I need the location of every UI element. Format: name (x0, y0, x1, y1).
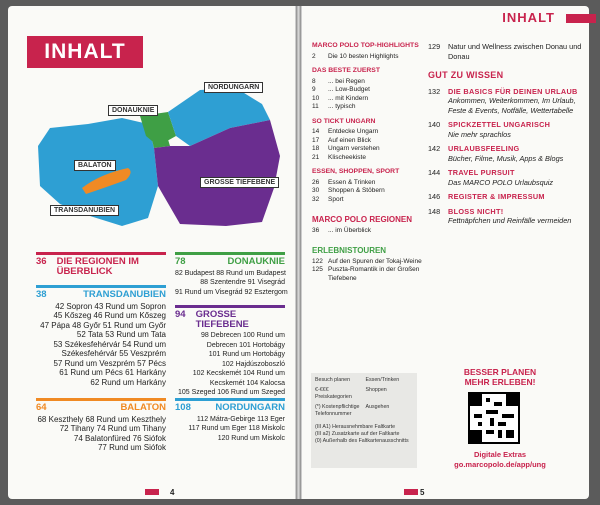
toc-entry-subtitle: Ankommen, Weiterkommen, Im Urlaub, Feste & Events, Notfälle, Wettertabelle (448, 96, 576, 115)
toc-entry-heading: REGISTER & IMPRESSUM (448, 192, 545, 201)
toc-row: 77 Rund um Siófok (97, 443, 166, 452)
toc-row: 61 Rund um Pécs 61 Harkány (59, 368, 166, 377)
toc-entry: Klischeekiste (328, 153, 366, 161)
toc-page-number: 144 (428, 168, 441, 177)
toc-group-title: DAS BESTE ZUERST (312, 67, 380, 74)
page-marker-right (404, 489, 418, 495)
toc-row: 105 Szeged 106 Rund um Szeged (177, 389, 285, 396)
toc-group-title: ESSEN, SHOPPEN, SPORT (312, 168, 400, 175)
toc-page-number: 8 (312, 77, 316, 85)
toc-page-number: 9 (312, 86, 316, 93)
toc-group-title: MARCO POLO REGIONEN (312, 215, 413, 224)
toc-entry: Sport (328, 195, 344, 203)
toc-page-number: 64 (36, 402, 47, 413)
promo-url-link[interactable]: go.marcopolo.de/app/ung (454, 459, 546, 469)
toc-page-number: 17 (312, 136, 320, 144)
toc-page-number: 14 (312, 128, 320, 135)
section-bar (175, 398, 285, 401)
toc-row: 112 Mátra-Gebirge 113 Eger (196, 415, 285, 423)
toc-right-column (428, 42, 586, 226)
toc-page-number: 108 (175, 402, 191, 413)
promo-line1: BESSER PLANEN (463, 367, 537, 377)
toc-page-number: 38 (36, 289, 47, 300)
toc-entry: Puszta-Romantik in der Großen Tiefebene (328, 266, 420, 282)
toc-page-number: 125 (312, 266, 323, 273)
gut-zu-wissen-title: GUT ZU WISSEN (428, 70, 504, 80)
toc-row: 53 Székesfehérvár 54 Rund um (53, 339, 166, 349)
toc-row: 98 Debrecen 100 Rund um (200, 332, 285, 339)
toc-entry: Ungarn verstehen (328, 145, 380, 152)
toc-group-title: MARCO POLO TOP-HIGHLIGHTS (312, 42, 419, 49)
digital-extras-label: Digitale Extras (473, 450, 527, 459)
toc-page-number: 21 (312, 153, 320, 161)
toc-page-number: 36 (312, 226, 320, 234)
toc-section-donauknie (175, 252, 288, 297)
toc-row: 68 Keszthely 68 Rund um Keszthely (37, 414, 166, 424)
section-bar (175, 252, 285, 255)
legend-item: Shoppen (365, 387, 387, 393)
legend-item: Ausgehen (365, 404, 390, 410)
toc-entry: Die 10 besten Highlights (328, 52, 399, 60)
toc-section-balaton (36, 398, 166, 453)
toc-page-number: 142 (428, 144, 441, 153)
legend-item: Besuch planen (315, 377, 351, 383)
toc-group-title: SO TICKT UNGARN (312, 117, 376, 125)
toc-group-title: ERLEBNISTOUREN (312, 246, 387, 255)
toc-entry: ... bei Regen (328, 77, 365, 85)
toc-page-number: 11 (312, 103, 319, 110)
legend-item: €-€€€ Preiskategorien (315, 387, 352, 400)
section-bar (36, 398, 166, 401)
toc-entry: ... Low-Budget (328, 86, 370, 93)
toc-section-grosse-tiefebene (175, 305, 285, 398)
toc-entry-subtitle: Bücher, Filme, Musik, Apps & Blogs (448, 153, 564, 163)
toc-entry: Auf den Spuren der Tokaj-Weine (328, 257, 422, 265)
header-bar (566, 14, 596, 23)
map-label-donauknie: DONAUKNIE (108, 105, 158, 116)
toc-entry: Auf einen Blick (328, 136, 371, 144)
section-bar (36, 285, 166, 288)
toc-row: 102 Hajdúszoboszló (221, 360, 285, 368)
section-bar (175, 305, 285, 308)
toc-entry: ... im Überblick (328, 226, 371, 234)
inhalt-title: INHALT (27, 36, 143, 68)
page-marker-left (145, 489, 159, 495)
toc-page-number: 18 (312, 145, 320, 152)
toc-row: Debrecen 101 Hortobágy (206, 341, 285, 349)
map-label-nordungarn: NORDUNGARN (204, 82, 263, 93)
toc-row: 45 Kőszeg 46 Rund um Kőszeg (53, 311, 166, 320)
toc-page-number: 132 (428, 86, 441, 96)
toc-entry: ... mit Kindern (328, 94, 369, 102)
toc-entry-heading: SPICKZETTEL UNGARISCH (448, 120, 551, 129)
toc-page-number: 129 (428, 42, 441, 51)
toc-title: BALATON (120, 402, 166, 413)
legend-note: (III a2) Zusatzkarte auf der Faltkarte (315, 431, 400, 437)
symbol-legend (311, 373, 417, 468)
toc-page-number: 32 (312, 195, 320, 203)
legend-note: (III A1) Herausnehmbare Faltkarte (315, 424, 396, 430)
toc-row: 52 Tata 53 Rund um Tata (76, 330, 166, 339)
toc-row: 42 Sopron 43 Rund um Sopron (55, 301, 166, 311)
promo-line2: MEHR ERLEBEN! (464, 377, 536, 387)
toc-entry-subtitle: Nie mehr sprachlos (448, 129, 511, 139)
toc-row: 102 Kecskemét 104 Rund um (192, 370, 285, 377)
region-map (30, 76, 290, 246)
toc-section-transdanubien (36, 285, 166, 387)
toc-title: DONAUKNIE (227, 256, 285, 267)
toc-page-number: 122 (312, 257, 323, 265)
toc-row: 120 Rund um Miskolc (217, 434, 285, 442)
toc-title: DIE REGIONEN IM (56, 256, 139, 267)
toc-page-number: 94 (175, 309, 186, 320)
toc-row: 62 Rund um Harkány (90, 377, 166, 387)
toc-row: 117 Rund um Eger 118 Miskolc (188, 425, 285, 432)
toc-row: 101 Rund um Hortobágy (208, 351, 285, 358)
toc-row: 72 Tihany 74 Rund um Tihany (59, 424, 166, 433)
toc-page-number: 26 (312, 178, 320, 186)
toc-entry-subtitle: Fettnäpfchen und Reinfälle vermeiden (448, 216, 572, 225)
section-bar (36, 252, 166, 255)
toc-page-number: 140 (428, 120, 441, 129)
promo-footer (430, 450, 570, 469)
toc-entry-heading: BLOSS NICHT! (448, 206, 504, 216)
toc-title: GROSSE TIEFEBENE (195, 309, 249, 330)
toc-entry-heading: TRAVEL PURSUIT (448, 168, 515, 177)
page-number-right: 5 (420, 488, 425, 497)
toc-page-number: 146 (428, 192, 441, 201)
map-label-grosse-tiefebene: GROSSE TIEFEBENE (200, 177, 279, 188)
toc-title-line2: ÜBERBLICK (56, 265, 113, 277)
toc-entry-subtitle: Das MARCO POLO Urlaubsquiz (448, 177, 554, 187)
qr-code-icon[interactable] (468, 392, 520, 444)
toc-left-column (312, 42, 422, 283)
toc-row: 74 Balatonfüred 76 Siófok (73, 433, 166, 443)
page-number-left: 4 (170, 488, 175, 497)
toc-entry: ... typisch (328, 103, 356, 110)
page-header: INHALT (502, 10, 555, 25)
legend-item: Essen/Trinken (365, 377, 400, 383)
toc-row: 47 Pápa 48 Győr 51 Rund um Győr (40, 320, 166, 330)
toc-row: Székesfehérvár 55 Veszprém (61, 349, 166, 358)
toc-section-regionen (36, 252, 166, 278)
legend-note: (0) Außerhalb des Faltkartenausschnitts (315, 438, 409, 444)
toc-page-number: 2 (312, 52, 316, 60)
toc-title: NORDUNGARN (215, 402, 285, 413)
toc-entry-heading: URLAUBSFEELING (448, 144, 520, 153)
toc-section-nordungarn (175, 398, 285, 443)
toc-page-number: 10 (312, 94, 320, 102)
toc-page-number: 30 (312, 187, 320, 194)
toc-row: 91 Rund um Visegrád 92 Esztergom (175, 288, 288, 296)
toc-row: 57 Rund um Veszprém 57 Pécs (53, 358, 166, 368)
toc-page-number: 148 (428, 206, 441, 216)
toc-row: Kecskemét 104 Kalocsa (209, 379, 285, 387)
toc-title: TRANSDANUBIEN (83, 289, 166, 300)
toc-page-number: 36 (36, 256, 47, 267)
legend-item: (*) Kostenpflichtige Telefonnummer (315, 404, 360, 417)
toc-entry-heading: DIE BASICS FÜR DEINEN URLAUB (448, 86, 578, 96)
toc-entry: Natur und Wellness zwischen Donau und Donau (448, 42, 582, 61)
map-label-balaton: BALATON (74, 160, 116, 171)
toc-row: 82 Budapest 88 Rund um Budapest (175, 269, 286, 277)
toc-entry: Entdecke Ungarn (328, 128, 379, 135)
toc-entry: Essen & Trinken (328, 178, 376, 186)
map-label-transdanubien: TRANSDANUBIEN (50, 205, 119, 216)
toc-entry: Shoppen & Stöbern (328, 187, 385, 194)
toc-page-number: 78 (175, 256, 186, 267)
toc-row: 88 Szentendre 91 Visegrád (200, 279, 285, 286)
promo-box (440, 367, 560, 387)
